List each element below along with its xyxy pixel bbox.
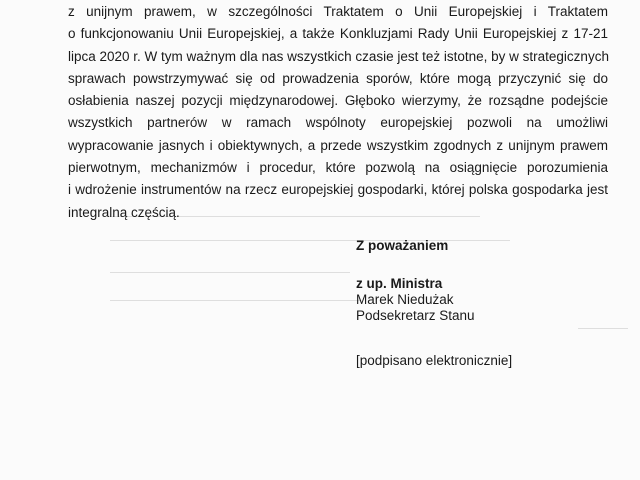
paragraph-line: integralną częścią. — [68, 204, 180, 220]
paragraph-line: sprawach powstrzymywać się od prowadzenia sporów, które mogą przyczynić się do — [68, 70, 608, 86]
paragraph-line: o funkcjonowaniu Unii Europejskiej, a także Konkluzjami Rady Unii Europejskiej z 17-21 — [68, 26, 608, 42]
paragraph-line: i wdrożenie instrumentów na rzecz europejskiej gospodarki, której polska gospodarka jest — [68, 182, 608, 198]
signatory-name: Marek Niedużak — [356, 292, 454, 307]
electronic-signature-note: [podpisano elektronicznie] — [356, 353, 513, 368]
paragraph-line: osłabienia naszej pozycji międzynarodowej. Głęboko wierzymy, że rozsądne podejście — [68, 93, 608, 109]
signatory-title: Podsekretarz Stanu — [356, 308, 475, 323]
paragraph-line: wszystkich partnerów w ramach wspólnoty europejskiej pozwoli na umożliwi — [68, 115, 608, 131]
paragraph-line: pierwotnym, mechanizmów i procedur, które pozwolą na osiągnięcie porozumienia — [68, 160, 608, 176]
paragraph-line: lipca 2020 r. W tym ważnym dla nas wszystkich czasie jest też istotne, by w strategicznych — [68, 48, 609, 64]
closing-greeting: Z poważaniem — [356, 238, 449, 253]
paragraph-line: wypracowanie jasnych i obiektywnych, a przede wszystkim zgodnych z unijnym prawem — [68, 137, 608, 153]
signature-block — [356, 238, 512, 383]
bleed-through-line — [578, 328, 628, 329]
paragraph-line: z unijnym prawem, w szczególności Traktatem o Unii Europejskiej i Traktatem — [68, 4, 608, 19]
letter-body-paragraph — [68, 1, 608, 224]
signatory-on-behalf: z up. Ministra — [356, 276, 443, 291]
bleed-through-line — [110, 272, 350, 273]
bleed-through-line — [110, 300, 360, 301]
